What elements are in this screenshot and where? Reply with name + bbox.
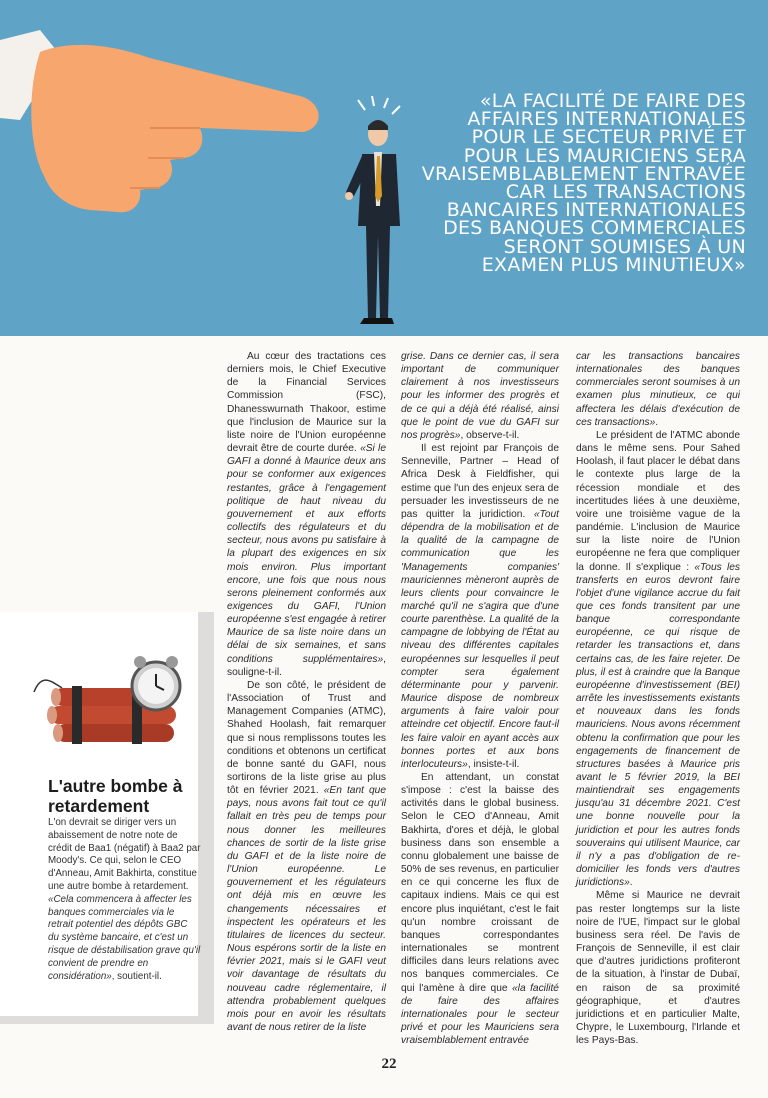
sidebar-title: L'autre bombe à retardement <box>48 776 183 816</box>
article-column-1 <box>227 350 386 1034</box>
paragraph: Le président de l'ATMC abonde dans le même sens. Pour Sahed Hoolash, il faut placer le débat dans le contexte plus large de la récession mondiale et des incertitudes liées à une deuxième, voire une troisième vague de la pandémie. L'inclusion de Maurice sur la liste noire de l'Union européenne ne fera que compliquer la donne. Il s'explique : «Tous les transferts en euros devront faire l'objet d'une vigilance accrue du fait que ces fonds transitent par une banque correspondante européenne, ce qui risque de retarder les transactions et, dans certains cas, de les faire rejeter. De plus, il est à craindre que la Banque européenne d'investissement (BEI) arrête les investissements existants et nouveaux dans les fonds mauriciens. Nous avons récemment obtenu la confirmation que pour les engagements de financement de structures basées à Maurice pris avant le 5 février 2019, la BEI maintiendrait ses engagements jusqu'au 31 décembre 2021. C'est une bonne nouvelle pour la juridiction et pour les autres fonds souverains qui utilisent Maurice, car il n'y a pas d'obligation de re-domicilier les fonds vers d'autres juridictions». <box>576 429 740 889</box>
sidebar-text: L'on devrait se diriger vers un abaissement de notre note de crédit de Baa1 (négatif) à Baa2 par Moody's. Ce qui, selon le CEO d'Anneau, Amit Bakhirta, constitue une autre bombe à retardement. «Cela commencera à affecter les banques commerciales via le retrait potentiel des dépôts GBC du système bancaire, et c'est un risque de déstabilisation grave qu'il convient de prendre en considération», soutient-il. <box>48 817 201 982</box>
dynamite-clock-bomb-illustration <box>32 652 192 756</box>
paragraph: En attendant, un constat s'impose : c'est la baisse des activités dans le global business. Selon le CEO d'Anneau, Amit Bakhirta, d'ores et déjà, le global business dans son ensemble a connu globalement une baisse de 50% de ses revenus, en particulier en ce qui concerne les flux de capitaux indiens. Mais ce qui est encore plus inquiétant, c'est le fait qu'un nombre croissant de banques correspondantes internationales se montrent difficiles dans leurs relations avec nos banques commerciales. Ce qui l'amène à dire que «la facilité de faire des affaires internationales pour le secteur privé et pour les Mauriciens sera vraisemblablement entravée <box>401 772 559 1047</box>
paragraph: De son côté, le président de l'Association of Trust and Management Companies (ATMC), Shahed Hoolash, fait remarquer que si nous remplissons toutes les conditions et obtenons un certificat de bonne santé du GAFI, nous sortirons de la liste grise au plus tôt en février 2021. «En tant que pays, nous avons fait tout ce qu'il fallait en très peu de temps pour nous donner les meilleures chances de sortir de la liste grise du GAFI et de la liste noire de l'Union européenne. Le gouvernement et les régulateurs ont déjà mis en œuvre les changements nécessaires et inspectent les opérateurs et les titulaires de licences du secteur. Nous espérons sortir de la liste en février 2021, mais si le GAFI veut voir davantage de résultats du nouveau cadre réglementaire, il attendra probablement quelques mois pour en avoir les résultats avant de nous retirer de la liste <box>227 679 387 1033</box>
paragraph: car les transactions bancaires internationales des banques commerciales seront soumises à un examen plus minutieux, ce qui affectera les délais d'exécution de ces transactions». <box>576 351 740 428</box>
pull-quote: «LA FACILITÉ DE FAIRE DES AFFAIRES INTERNATIONALES POUR LE SECTEUR PRIVÉ ET POUR LES MAURICIENS SERA VRAISEMBLABLEMENT ENTRAVÉE CAR LES TRANSACTIONS BANCAIRES INTERNATIONALES DES BANQUES COMMERCIALES SERONT SOUMISES À UN EXAMEN PLUS MINUTIEUX» <box>421 90 746 276</box>
paragraph: Au cœur des tractations ces derniers mois, le Chief Executive de la Financial Services Commission (FSC), Dhanesswurnath Thakoor, estime que l'inclusion de Maurice sur la liste noire de l'Union européenne devrait être de courte durée. «Si le GAFI a donné à Maurice deux ans pour se conformer aux exigences restantes, grâce à l'engagement politique de haut niveau du gouvernement et aux efforts collectifs des régulateurs et du secteur, nous avons pu satisfaire à la plupart des exigences en six mois environ. Plus important encore, une fois que nous nous serons pleinement conformés aux exigences du GAFI, l'Union européenne s'est engagée à retirer Maurice de sa liste noire dans un délai de six semaines, et sans conditions supplémentaires», souligne-t-il. <box>227 351 386 678</box>
pointing-hand-illustration <box>0 0 340 230</box>
paragraph: grise. Dans ce dernier cas, il sera important de communiquer clairement à nos investisseurs pour les informer des progrès et de ce qui a déjà été réalisé, ainsi que le point de vue du GAFI sur nos progrès», observe-t-il. <box>401 351 559 441</box>
paragraph: Même si Maurice ne devrait pas rester longtemps sur la liste noire de l'UE, l'impact sur le global business sera réel. De l'avis de François de Senneville, il est clair que d'autres juridictions profiteront de la situation, à l'instar de Dubaï, en raison de sa proximité géographique, et d'autres juridictions et en particulier Malte, Chypre, le Luxembourg, l'Irlande et les Pays-Bas. <box>576 890 740 1047</box>
paragraph: Il est rejoint par François de Senneville, Partner – Head of Africa Desk à Fieldfisher, qui estime que l'un des enjeux sera de persuader les investisseurs de ne pas quitter la juridiction. «Tout dépendra de la mobilisation et de la qualité de la campagne de communication que les 'Managements companies' mauriciennes mèneront auprès de leurs clients pour convaincre le marché qu'il ne s'agira que d'une courte parenthèse. La qualité de la campagne de lobbying de l'État au niveau des différentes capitales européennes sur lesquelles il peut compter sera également déterminante pour y parvenir. Maurice dispose de nombreux arguments à faire valoir pour atteindre cet objectif. Encore faut-il les faire valoir en ayant accès aux bonnes portes et aux bons interlocuteurs», insiste-t-il. <box>401 443 559 770</box>
businessman-figure <box>340 96 420 326</box>
article-column-2 <box>401 350 559 1047</box>
article-column-3 <box>576 350 740 1047</box>
banner-illustration <box>0 0 768 336</box>
page-number: 22 <box>381 1056 397 1072</box>
